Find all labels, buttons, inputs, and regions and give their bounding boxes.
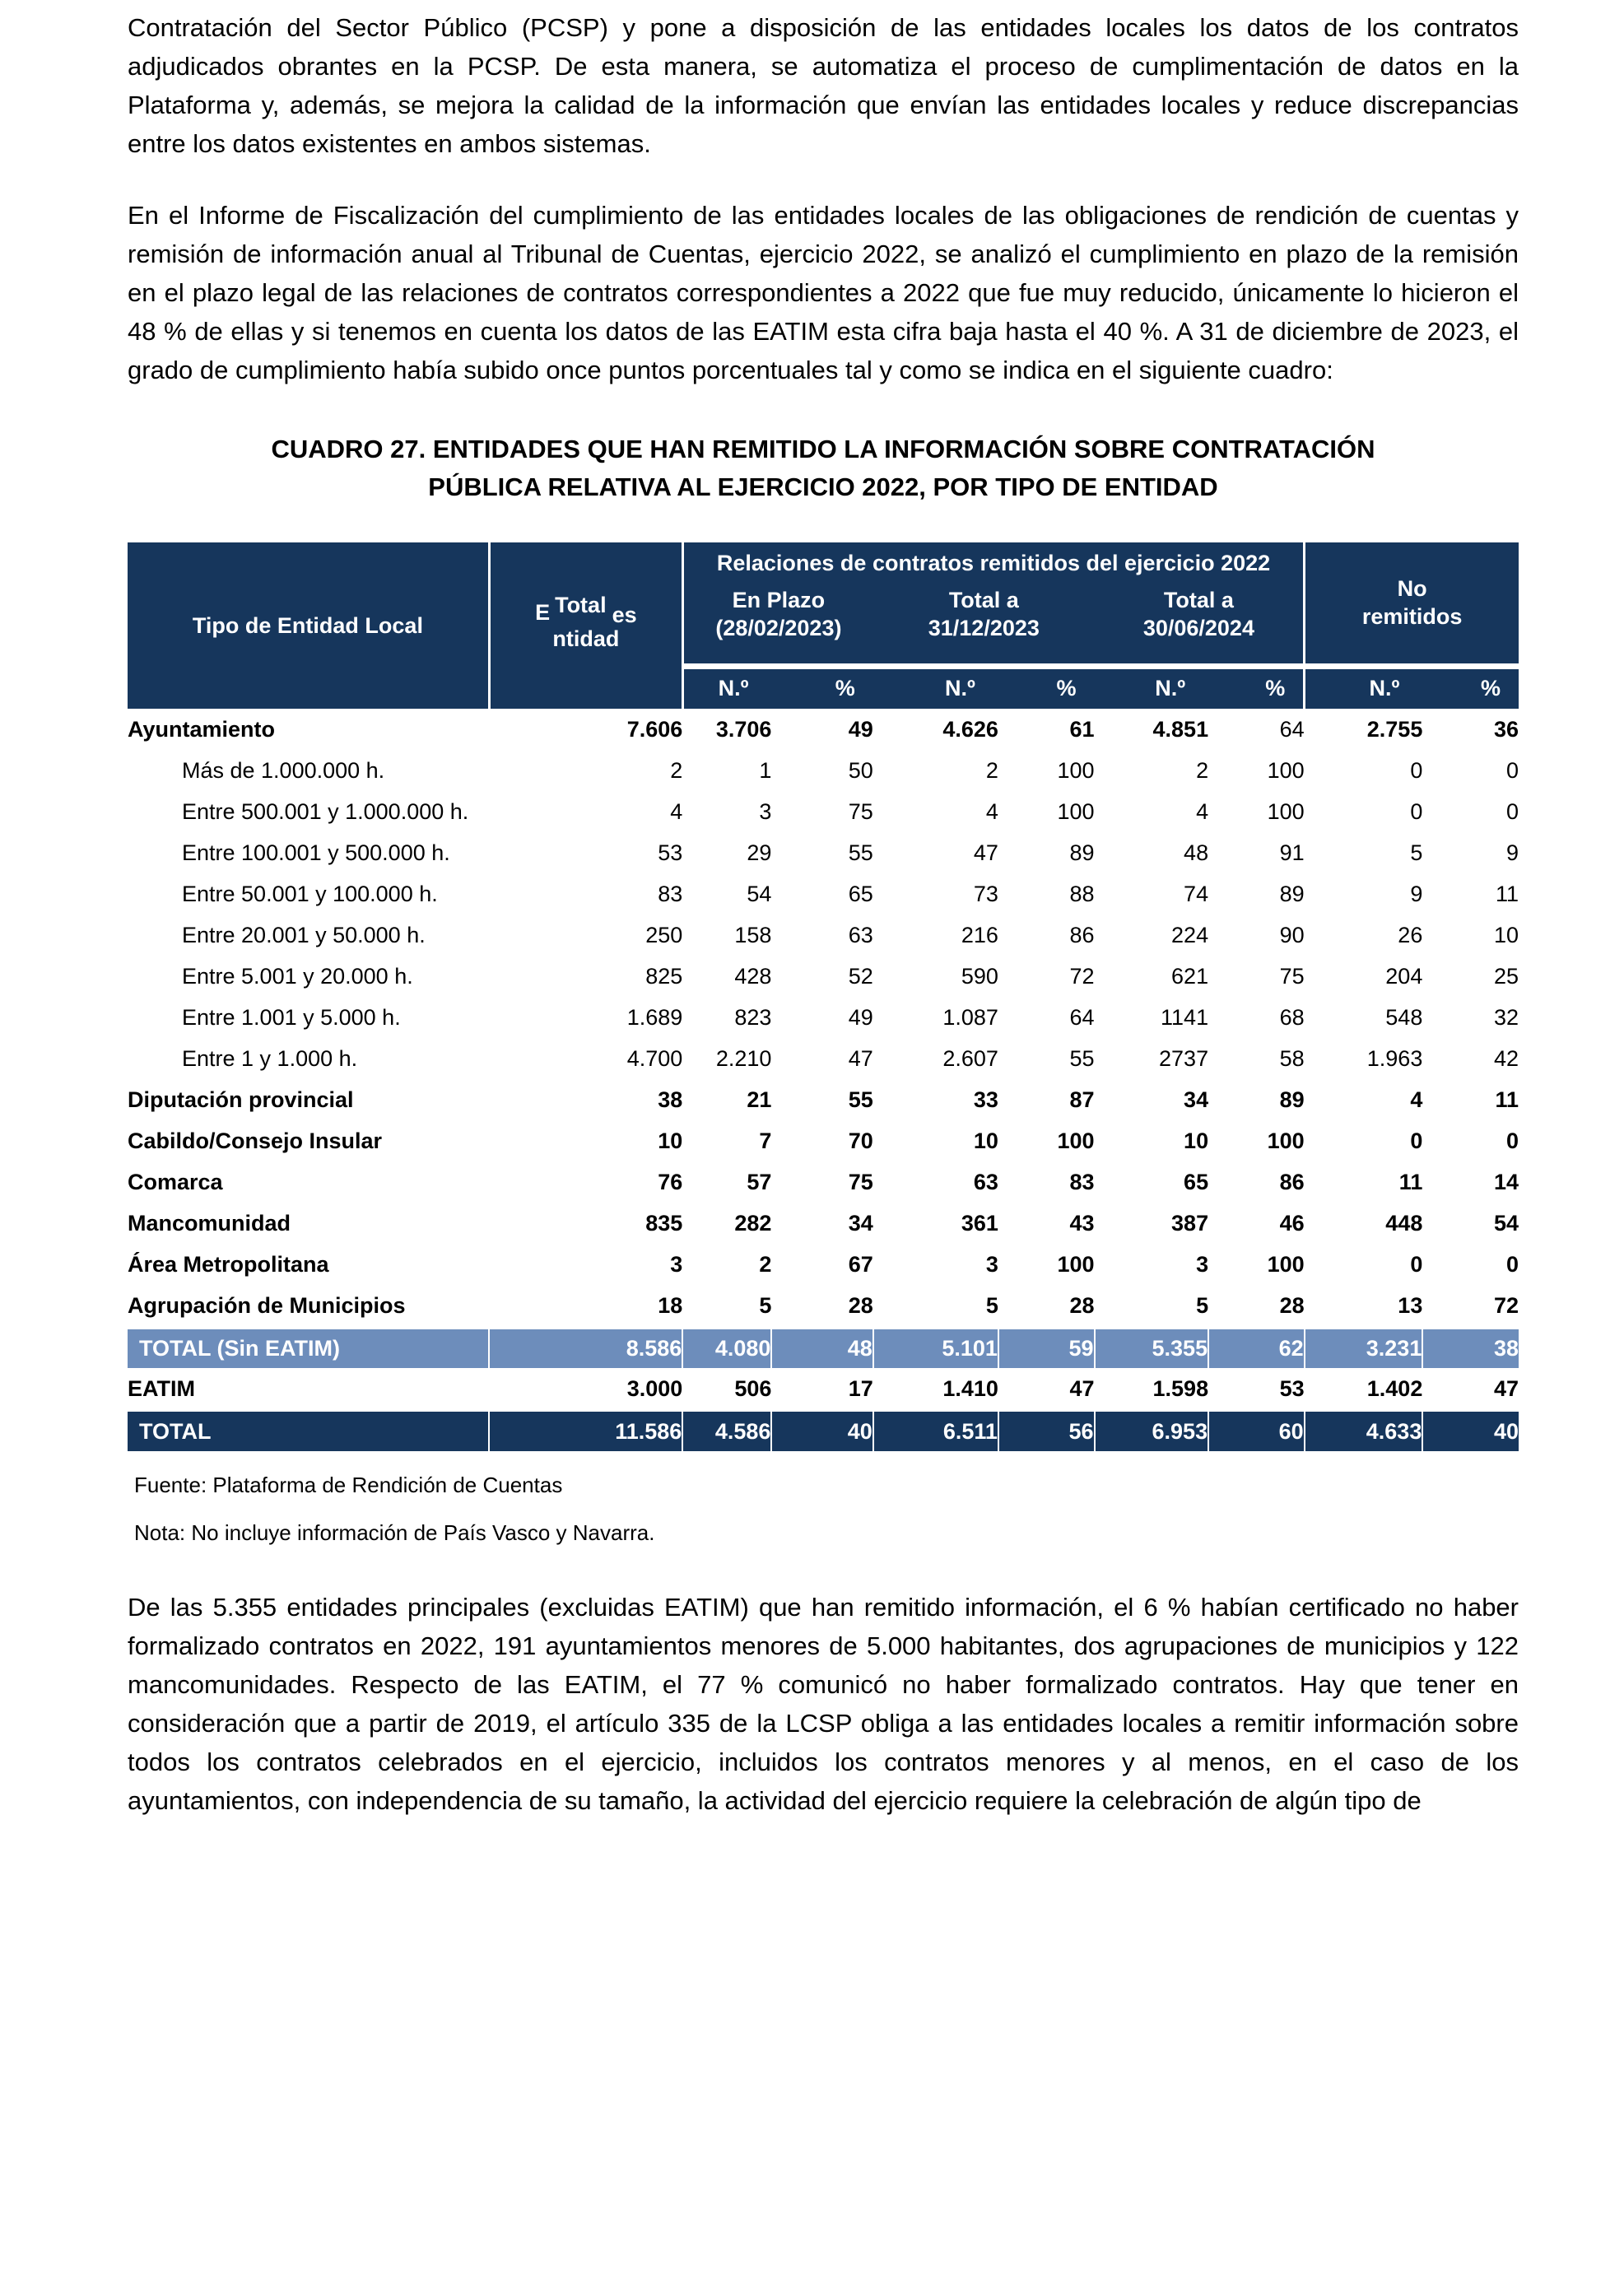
row-value: 4.586 — [682, 1411, 771, 1452]
table-source: Fuente: Plataforma de Rendición de Cuentas — [134, 1473, 563, 1497]
row-value: 7 — [759, 1128, 772, 1153]
row-value: 506 — [734, 1375, 772, 1401]
row-value: 428 — [734, 963, 772, 989]
row-value: 3.231 — [1305, 1328, 1423, 1368]
row-value: 0 — [1505, 1251, 1519, 1277]
table-row — [128, 1411, 1519, 1452]
row-value: 13 — [1398, 1292, 1423, 1318]
row-value: 90 — [1279, 922, 1305, 947]
row-value: 47 — [848, 1045, 873, 1071]
row-value: 68 — [1279, 1004, 1305, 1030]
row-value: 5.355 — [1095, 1328, 1209, 1368]
row-label: Comarca — [128, 1169, 223, 1194]
row-value: 11 — [1398, 1169, 1423, 1194]
row-value: 47 — [973, 840, 998, 865]
row-value: 3 — [759, 798, 772, 824]
table-row — [128, 1120, 1519, 1161]
row-value: 34 — [848, 1210, 873, 1236]
row-value: 282 — [734, 1210, 772, 1236]
row-value: 9 — [1410, 881, 1423, 906]
row-value: 28 — [1279, 1292, 1305, 1318]
col-header-num: N.º — [682, 666, 771, 709]
row-value: 100 — [1267, 757, 1305, 783]
row-value: 823 — [734, 1004, 772, 1030]
row-value: 65 — [1184, 1169, 1209, 1194]
col-header-pct: % — [1208, 666, 1305, 709]
row-value: 158 — [734, 922, 772, 947]
row-value: 100 — [1057, 1128, 1095, 1153]
glitch-part-ntidad: ntidad — [552, 626, 620, 651]
row-value: 361 — [961, 1210, 998, 1236]
row-value: 64 — [1069, 1004, 1095, 1030]
row-value: 0 — [1410, 757, 1423, 783]
col-group-relaciones — [682, 542, 1304, 666]
row-value: 63 — [848, 922, 873, 947]
paragraph-2: En el Informe de Fiscalización del cumplimiento de las entidades locales de las obligaciones de rendición de cuentas y remisión de información anual al Tribunal de Cuentas, ejercicio 2022, se analizó el cumplimiento en plazo de la remisión en el plazo legal de las relaciones de contratos correspondientes a 2022 que fue muy reducido, únicamente lo hicieron el 48 % de ellas y si tenemos en cuenta los datos de las EATIM esta cifra baja hasta el 40 %. A 31 de diciembre de 2023, el grado de cumplimiento había subido once puntos porcentuales tal y como se indica en el siguiente cuadro: — [128, 201, 1519, 384]
row-value: 8.586 — [489, 1328, 682, 1368]
row-value: 2.210 — [715, 1045, 772, 1071]
row-value: 4 — [1410, 1087, 1423, 1112]
row-value: 548 — [1385, 1004, 1423, 1030]
row-value: 40 — [1422, 1411, 1519, 1452]
row-value: 4 — [670, 798, 683, 824]
row-value: 89 — [1279, 1087, 1305, 1112]
row-value: 448 — [1385, 1210, 1423, 1236]
row-value: 4.080 — [682, 1328, 771, 1368]
row-value: 0 — [1410, 1251, 1423, 1277]
row-value: 11 — [1495, 881, 1519, 906]
row-value: 58 — [1279, 1045, 1305, 1071]
row-value: 1.963 — [1366, 1045, 1423, 1071]
row-value: 7.606 — [626, 716, 683, 742]
row-value: 28 — [1069, 1292, 1095, 1318]
row-label: TOTAL — [128, 1411, 489, 1452]
row-label: Entre 20.001 y 50.000 h. — [182, 922, 426, 947]
row-value: 11.586 — [489, 1411, 682, 1452]
row-value: 53 — [658, 840, 683, 865]
row-value: 621 — [1171, 963, 1209, 989]
row-value: 387 — [1171, 1210, 1209, 1236]
paragraph-1: Contratación del Sector Público (PCSP) y pone a disposición de las entidades locales los datos de los contratos adjudicados obrantes en la PCSP. De esta manera, se automatiza el proceso de cumplimentación de datos en la Plataforma y, además, se mejora la calidad de la información que envían las entidades locales y reduce discrepancias entre los datos existentes en ambos sistemas. — [128, 13, 1519, 158]
row-label: TOTAL (Sin EATIM) — [128, 1328, 489, 1368]
row-value: 47 — [1493, 1375, 1519, 1401]
row-value: 0 — [1410, 1128, 1423, 1153]
row-label: Entre 50.001 y 100.000 h. — [182, 881, 438, 906]
row-value: 1 — [759, 757, 772, 783]
row-value: 73 — [973, 881, 998, 906]
row-value: 91 — [1279, 840, 1305, 865]
row-value: 29 — [747, 840, 772, 865]
table-row — [128, 914, 1519, 956]
table-row — [128, 1203, 1519, 1244]
row-value: 1141 — [1161, 1004, 1209, 1030]
row-value: 62 — [1208, 1328, 1305, 1368]
row-value: 86 — [1279, 1169, 1305, 1194]
row-value: 1.402 — [1366, 1375, 1423, 1401]
row-value: 57 — [747, 1169, 772, 1194]
row-value: 28 — [848, 1292, 873, 1318]
table-title-line2: PÚBLICA RELATIVA AL EJERCICIO 2022, POR TIPO DE ENTIDAD — [428, 472, 1218, 501]
row-value: 74 — [1184, 881, 1209, 906]
row-value: 1.689 — [626, 1004, 683, 1030]
row-value: 17 — [848, 1375, 873, 1401]
row-value: 55 — [1069, 1045, 1095, 1071]
row-label: Cabildo/Consejo Insular — [128, 1128, 383, 1153]
row-value: 34 — [1184, 1087, 1209, 1112]
table-row — [128, 1244, 1519, 1285]
table-row — [128, 791, 1519, 832]
row-value: 2 — [759, 1251, 772, 1277]
col-header-num: N.º — [873, 666, 998, 709]
row-value: 6.511 — [873, 1411, 998, 1452]
row-value: 2737 — [1159, 1045, 1209, 1071]
row-value: 10 — [1493, 922, 1519, 947]
col-header-no-remitidos: No remitidos — [1305, 542, 1519, 666]
table-row — [128, 709, 1519, 750]
row-value: 100 — [1267, 1128, 1305, 1153]
row-value: 53 — [1279, 1375, 1305, 1401]
table-row — [128, 997, 1519, 1038]
row-value: 43 — [1069, 1210, 1095, 1236]
table-row — [128, 1038, 1519, 1079]
row-value: 75 — [848, 798, 873, 824]
row-value: 4.700 — [626, 1045, 683, 1071]
row-value: 2.607 — [942, 1045, 998, 1071]
row-value: 224 — [1171, 922, 1209, 947]
row-value: 54 — [1493, 1210, 1519, 1236]
glitch-part-total: Total — [555, 593, 607, 617]
row-value: 4 — [985, 798, 998, 824]
row-value: 204 — [1385, 963, 1423, 989]
table-row — [128, 750, 1519, 791]
row-value: 1.410 — [942, 1375, 998, 1401]
row-value: 5 — [759, 1292, 772, 1318]
subheader-total-31-12: Total a 31/12/2023 — [928, 588, 1040, 640]
row-value: 55 — [848, 840, 873, 865]
row-value: 72 — [1069, 963, 1095, 989]
row-value: 10 — [1184, 1128, 1209, 1153]
row-value: 48 — [771, 1328, 872, 1368]
row-value: 9 — [1505, 840, 1519, 865]
row-value: 2 — [985, 757, 998, 783]
row-label: Entre 1 y 1.000 h. — [182, 1045, 358, 1071]
table-row — [128, 1161, 1519, 1203]
row-value: 216 — [961, 922, 998, 947]
group-subheaders — [684, 586, 1303, 642]
row-value: 10 — [658, 1128, 683, 1153]
row-value: 89 — [1069, 840, 1095, 865]
row-value: 14 — [1493, 1169, 1519, 1194]
header-row-groups — [128, 542, 1519, 666]
row-value: 49 — [848, 1004, 873, 1030]
row-value: 100 — [1057, 798, 1095, 824]
row-value: 5 — [1410, 840, 1423, 865]
row-value: 100 — [1057, 1251, 1095, 1277]
row-value: 70 — [848, 1128, 873, 1153]
row-value: 83 — [1069, 1169, 1095, 1194]
table-row — [128, 956, 1519, 997]
glitch-part-e: E — [535, 600, 551, 625]
row-value: 42 — [1493, 1045, 1519, 1071]
row-value: 0 — [1505, 757, 1519, 783]
row-value: 60 — [1208, 1411, 1305, 1452]
row-value: 21 — [747, 1087, 772, 1112]
row-value: 3 — [670, 1251, 683, 1277]
row-value: 3.706 — [715, 716, 772, 742]
row-value: 4 — [1196, 798, 1209, 824]
row-value: 1.598 — [1152, 1375, 1209, 1401]
table-row — [128, 1368, 1519, 1411]
row-value: 825 — [645, 963, 683, 989]
cuadro-27-table — [128, 542, 1519, 1451]
row-value: 89 — [1279, 881, 1305, 906]
row-label: Ayuntamiento — [128, 716, 276, 742]
table-row — [128, 873, 1519, 914]
row-value: 32 — [1493, 1004, 1519, 1030]
row-value: 0 — [1505, 798, 1519, 824]
row-label: Mancomunidad — [128, 1210, 291, 1236]
row-value: 86 — [1069, 922, 1095, 947]
row-value: 26 — [1398, 922, 1423, 947]
row-value: 46 — [1279, 1210, 1305, 1236]
row-value: 2.755 — [1366, 716, 1423, 742]
row-value: 48 — [1184, 840, 1209, 865]
row-value: 5 — [985, 1292, 998, 1318]
table-row — [128, 1328, 1519, 1368]
row-value: 76 — [658, 1169, 683, 1194]
row-value: 72 — [1493, 1292, 1519, 1318]
row-value: 5.101 — [873, 1328, 998, 1368]
row-value: 100 — [1267, 1251, 1305, 1277]
col-header-num: N.º — [1305, 666, 1423, 709]
row-value: 0 — [1505, 1128, 1519, 1153]
row-value: 4.633 — [1305, 1411, 1423, 1452]
row-value: 3 — [985, 1251, 998, 1277]
row-value: 75 — [848, 1169, 873, 1194]
glitch-part-es: es — [612, 603, 637, 627]
row-value: 5 — [1196, 1292, 1209, 1318]
row-value: 55 — [848, 1087, 873, 1112]
row-value: 88 — [1069, 881, 1095, 906]
row-value: 36 — [1493, 716, 1519, 742]
row-value: 67 — [848, 1251, 873, 1277]
col-header-tipo-entidad: Tipo de Entidad Local — [128, 542, 489, 709]
row-value: 3 — [1196, 1251, 1209, 1277]
row-value: 38 — [658, 1087, 683, 1112]
row-label: EATIM — [128, 1375, 195, 1401]
table-title — [128, 430, 1519, 506]
row-value: 87 — [1069, 1087, 1095, 1112]
row-label: Entre 100.001 y 500.000 h. — [182, 840, 450, 865]
row-value: 83 — [658, 881, 683, 906]
table-row — [128, 1079, 1519, 1120]
row-value: 59 — [998, 1328, 1095, 1368]
row-label: Entre 5.001 y 20.000 h. — [182, 963, 413, 989]
subheader-total-30-06: Total a 30/06/2024 — [1142, 588, 1254, 640]
row-value: 52 — [848, 963, 873, 989]
row-value: 61 — [1069, 716, 1095, 742]
row-value: 50 — [848, 757, 873, 783]
col-header-pct: % — [998, 666, 1095, 709]
row-label: Agrupación de Municipios — [128, 1292, 406, 1318]
table-title-line1: CUADRO 27. ENTIDADES QUE HAN REMITIDO LA INFORMACIÓN SOBRE CONTRATACIÓN — [271, 435, 1375, 463]
row-value: 63 — [973, 1169, 998, 1194]
row-label: Entre 500.001 y 1.000.000 h. — [182, 798, 469, 824]
row-value: 18 — [658, 1292, 683, 1318]
row-value: 11 — [1495, 1087, 1519, 1112]
paragraph-3: De las 5.355 entidades principales (excluidas EATIM) que han remitido información, el 6 % habían certificado no haber formalizado contratos en 2022, 191 ayuntamientos menores de 5.000 habitantes, dos agrupaciones de municipios y 122 mancomunidades. Respecto de las EATIM, el 77 % comunicó no haber formalizado contratos. Hay que tener en consideración que a partir de 2019, el artículo 335 de la LCSP obliga a las entidades locales a remitir información sobre todos los contratos celebrados en el ejercicio, incluidos los contratos menores y al menos, en el caso de los ayuntamientos, con independencia de su tamaño, la actividad del ejercicio requiere la celebración de algún tipo de — [128, 1593, 1519, 1815]
row-label: Entre 1.001 y 5.000 h. — [182, 1004, 401, 1030]
row-value: 6.953 — [1095, 1411, 1209, 1452]
row-value: 65 — [848, 881, 873, 906]
row-value: 75 — [1279, 963, 1305, 989]
row-value: 38 — [1422, 1328, 1519, 1368]
row-value: 4.626 — [942, 716, 998, 742]
table-row — [128, 1285, 1519, 1328]
group-title: Relaciones de contratos remitidos del ejercicio 2022 — [716, 551, 1271, 575]
row-value: 835 — [645, 1210, 683, 1236]
row-value: 25 — [1493, 963, 1519, 989]
table-body — [128, 709, 1519, 1451]
row-value: 100 — [1267, 798, 1305, 824]
row-value: 2 — [670, 757, 683, 783]
row-value: 49 — [848, 716, 873, 742]
row-label: Diputación provincial — [128, 1087, 354, 1112]
col-header-pct: % — [1422, 666, 1519, 709]
table-row — [128, 832, 1519, 873]
row-value: 250 — [645, 922, 683, 947]
table-note: Nota: No incluye información de País Vasco y Navarra. — [134, 1520, 655, 1545]
col-header-total-entidades — [489, 542, 682, 709]
row-value: 4.851 — [1152, 716, 1209, 742]
row-value: 0 — [1410, 798, 1423, 824]
row-value: 40 — [771, 1411, 872, 1452]
row-value: 33 — [973, 1087, 998, 1112]
row-value: 64 — [1279, 716, 1305, 742]
row-value: 1.087 — [942, 1004, 998, 1030]
col-header-pct: % — [771, 666, 872, 709]
row-value: 10 — [973, 1128, 998, 1153]
row-label: Área Metropolitana — [128, 1251, 329, 1277]
row-value: 590 — [961, 963, 998, 989]
row-value: 54 — [747, 881, 772, 906]
row-value: 2 — [1196, 757, 1209, 783]
row-value: 3.000 — [626, 1375, 683, 1401]
row-value: 47 — [1069, 1375, 1095, 1401]
row-value: 100 — [1057, 757, 1095, 783]
row-value: 56 — [998, 1411, 1095, 1452]
subheader-en-plazo: En Plazo (28/02/2023) — [715, 588, 842, 640]
row-label: Más de 1.000.000 h. — [182, 757, 385, 783]
col-header-num: N.º — [1095, 666, 1209, 709]
